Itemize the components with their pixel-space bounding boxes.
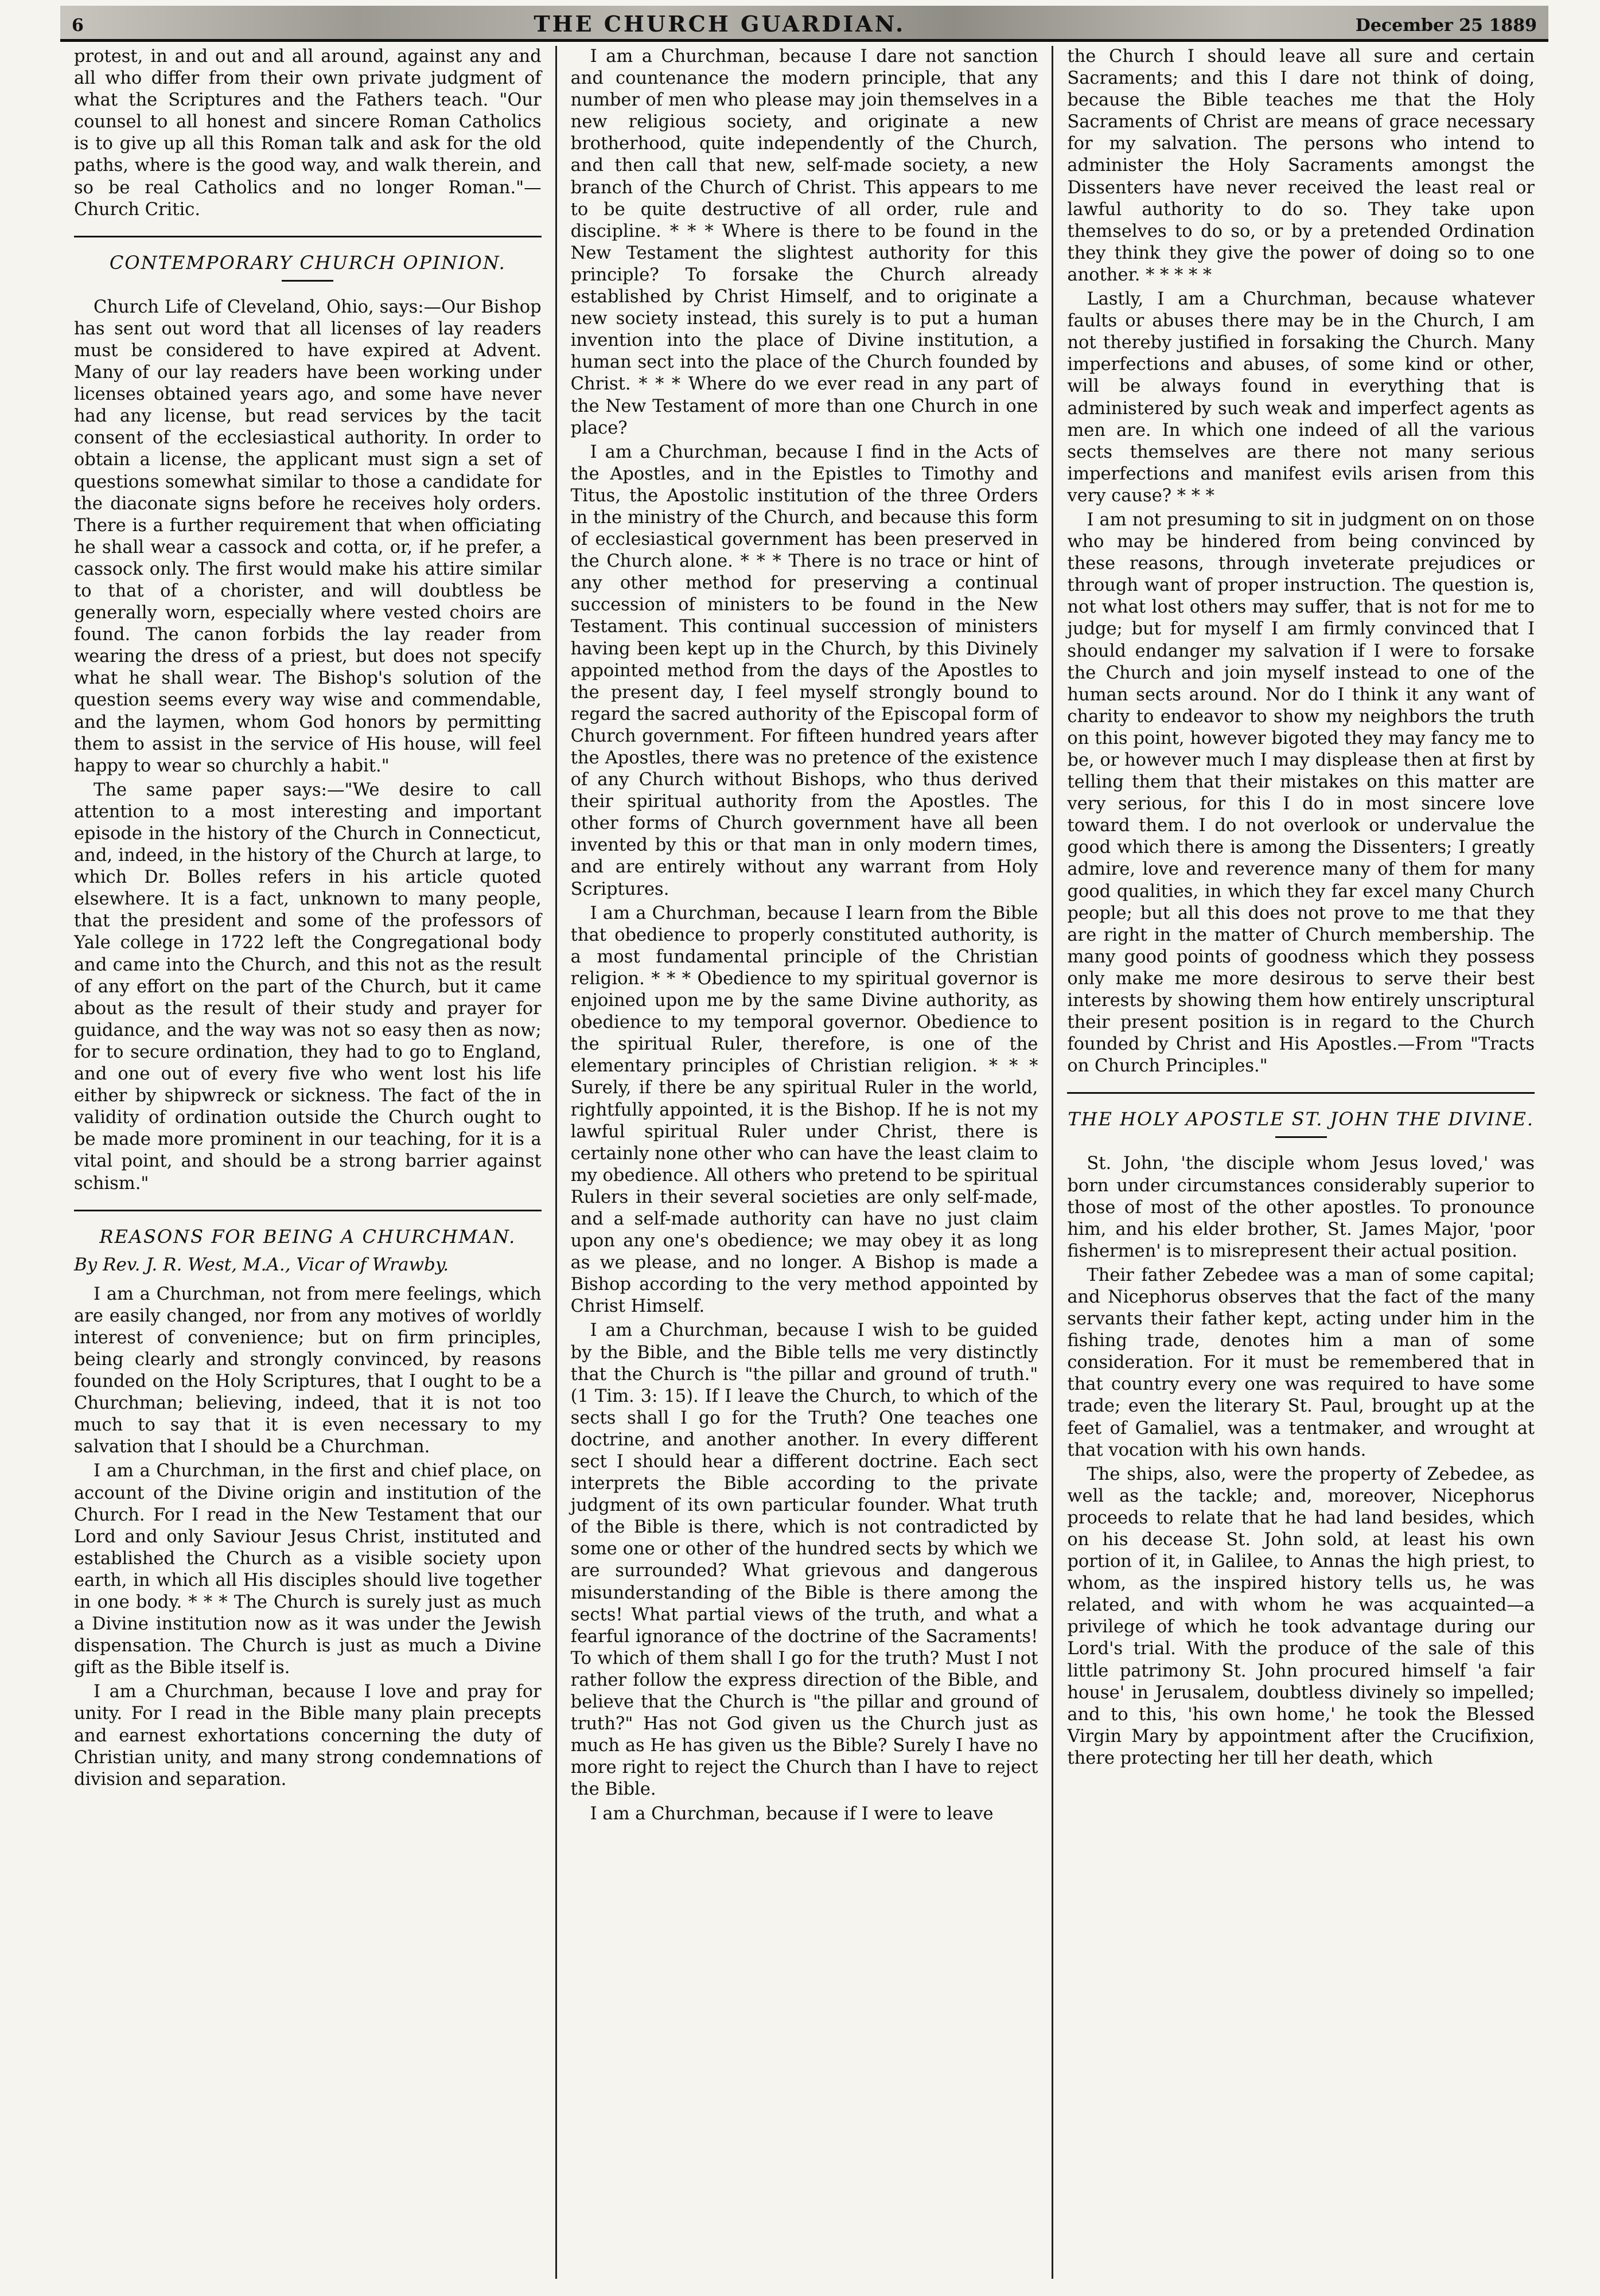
paragraph: I am a Churchman, in the first and chief place, on account of the Divine origin and institution of the Church. For I read in the New Testament that our Lord and only Saviour Jesus Christ, instituted and established the Church as a visible society upon earth, in which all His disciples should live together in one body. * * * The Church is surely just as much a Divine institution now as it was under the Jewish dispensation. The Church is just as much a Divine gift as the Bible itself is.	[74, 1461, 542, 1678]
paragraph: St. John, 'the disciple whom Jesus loved,' was born under circumstances considerably superior to those of most of the other apostles. To pronounce him, and his elder brother, St. James Major, 'poor fishermen' is to misrepresent their actual position.	[1067, 1153, 1535, 1261]
section-heading: REASONS FOR BEING A CHURCHMAN.	[99, 1225, 516, 1248]
page-number: 6	[72, 15, 84, 36]
column-1	[60, 46, 555, 2279]
issue-date: December 25 1889	[1355, 15, 1537, 36]
column-3	[1052, 46, 1548, 2279]
masthead-title: THE CHURCH GUARDIAN.	[534, 11, 906, 37]
paragraph: I am a Churchman, because I love and pray for unity. For I read in the Bible many plain precepts and earnest exhortations concerning the duty of Christian unity, and many strong condemnations of division and separation.	[74, 1682, 542, 1790]
divider	[74, 1210, 542, 1211]
paragraph: the Church I should leave all sure and certain Sacraments; and this I dare not think of doing, because the Bible teaches me that the Holy Sacraments of Christ are means of grace necessary for my salvation. The persons who intend to administer the Holy Sacraments amongst the Dissenters have never received the least real or lawful authority to do so. They take upon themselves to do so, or by a pretended Ordination they think they give the power of doing so to one another. * * * * *	[1067, 46, 1535, 285]
article-columns	[60, 46, 1548, 2279]
paragraph: I am a Churchman, because I learn from the Bible that obedience to properly constituted authority, is a most fundamental principle of the Christian religion. * * * Obedience to my spiritual governor is enjoined upon me by the same Divine authority, as obedience to my temporal governor. Obedience to the spiritual Ruler, therefore, is one of the elementary principles of Christian religion. * * * Surely, if there be any spiritual Ruler in the world, rightfully appointed, it is the Bishop. If he is not my lawful spiritual Ruler under Christ, there is certainly none other who can have the least claim to my obedience. All others who pretend to be spiritual Rulers in their several societies are only self-made, and a self-made authority can have no just claim upon any one's obedience; we may obey it as long as we please, and no longer. A Bishop is made a Bishop according to the very method appointed by Christ Himself.	[570, 903, 1038, 1317]
paragraph: I am a Churchman, not from mere feelings, which are easily changed, nor from any motives of worldly interest of convenience; but on firm principles, being clearly and strongly convinced, by reasons founded on the Holy Scriptures, that I ought to be a Churchman; believing, indeed, that it is not too much to say that it is even necessary to my salvation that I should be a Churchman.	[74, 1284, 542, 1457]
paragraph: Church Life of Cleveland, Ohio, says:—Our Bishop has sent out word that all licenses of lay readers must be considered to have expired at Advent. Many of our lay readers have been working under licenses obtained years ago, and some have never had any license, but read services by the tacit consent of the ecclesiastical authority. In order to obtain a license, the applicant must sign a set of questions somewhat similar to those a candidate for the diaconate signs before he receives holy orders. There is a further requirement that when officiating he shall wear a cassock and cotta, or, if he prefer, a cassock only. The first would make his attire similar to that of a chorister, and will doubtless be generally worn, especially where vested choirs are found. The canon forbids the lay reader from wearing the dress of a priest, but does not specify what he shall wear. The Bishop's solution of the question seems every way wise and commendable, and the laymen, whom God honors by permitting them to assist in the service of His house, will feel happy to wear so churchly a habit."	[74, 297, 542, 776]
paragraph: protest, in and out and all around, against any and all who differ from their own private judgment of what the Scriptures and the Fathers teach. "Our counsel to all honest and sincere Roman Catholics is to give up all this Roman talk and ask for the old paths, where is the good way, and walk therein, and so be real Catholics and no longer Roman."—Church Critic.	[74, 46, 542, 220]
divider	[74, 236, 542, 237]
paragraph: I am a Churchman, because if I were to leave	[590, 1803, 994, 1824]
paragraph: I am not presuming to sit in judgment on on those who may be hindered from being convinced by these reasons, through inveterate prejudices or through want of proper instruction. The question is, not what lost others may suffer, that is not for me to judge; but for myself I am firmly convinced that I should endanger my salvation if I were to forsake the Church and join myself instead to one of the human sects around. Nor do I think it any want of charity to endeavor to show my neighbors the truth on this point, however bigoted they may fancy me to be, or however much I may displease then at first by telling them that their mistakes on this matter are very serious, for this I do in most sincere love toward them. I do not overlook or undervalue the good which there is among the Dissenters; I greatly admire, love and reverence many of them for many good qualities, in which they far excel many Church people; but all this does not prove to me that they are right in the matter of Church membership. The many good points of goodness which they possess only make me more desirous to serve their best interests by showing them how entirely unscriptural their present position is in regard to the Church founded by Christ and His Apostles.—From "Tracts on Church Principles."	[1067, 509, 1535, 1077]
paragraph: The ships, also, were the property of Zebedee, as well as the tackle; and, moreover, Nicephorus proceeds to relate that he had land besides, which on his decease St. John sold, at least his own portion of it, in Galilee, to Annas the high priest, to whom, as the inspired history tells us, he was related, and with whom he was acquainted—a privilege of which he took advantage during our Lord's trial. With the produce of the sale of this little patrimony St. John procured himself 'a fair house' in Jerusalem, doubtless divinely so impelled; and to this, 'his own home,' he took the Blessed Virgin Mary by appointment after the Crucifixion, there protecting her till her death, which	[1067, 1464, 1535, 1768]
section-heading: THE HOLY APOSTLE ST. JOHN THE DIVINE.	[1068, 1108, 1535, 1131]
divider	[1275, 1136, 1327, 1138]
paragraph: The same paper says:—"We desire to call attention to a most interesting and important episode in the history of the Church in Connecticut, and, indeed, in the history of the Church at large, to which Dr. Bolles refers in his article quoted elsewhere. It is a fact, unknown to many people, that the president and some of the professors of Yale college in 1722 left the Congregational body and came into the Church, and this not as the result of any effort on the part of the Church, but it came about as the result of their study and prayer for guidance, and the way was not so easy then as now; for to secure ordination, they had to go to England, and one out of every five who went lost his life either by shipwreck or sickness. The fact of the in validity of ordination outside the Church ought to be made more prominent in our teaching, for it is a vital point, and should be a strong barrier against schism."	[74, 779, 542, 1194]
paragraph: I am a Churchman, because I dare not sanction and countenance the modern principle, that any number of men who please may join themselves in a new religious society, and originate a new brotherhood, quite independently of the Church, and then call that new, self-made society, a new branch of the Church of Christ. This appears to me to be quite destructive of all order, rule and discipline. * * * Where is there to be found in the New Testament the slightest authority for this principle? To forsake the Church already established by Christ Himself, and to originate a new society instead, this surely is to put a human invention into the place of Divine institution, a human sect into the place of the Church founded by Christ. * * * Where do we ever read in any part of the New Testament of more than one Church in one place?	[570, 46, 1038, 438]
paragraph: Lastly, I am a Churchman, because whatever faults or abuses there may be in the Church, I am not thereby justified in forsaking the Church. Many imperfections and abuses, of some kind or other, will be always found in everything that is administered by such weak and imperfect agents as men are. In which one indeed of all the various sects themselves are there not many serious imperfections and manifest evils arisen from this very cause? * * *	[1067, 289, 1535, 506]
paragraph: I am a Churchman, because I find in the Acts of the Apostles, and in the Epistles to Timothy and Titus, the Apostolic institution of the three Orders in the ministry of the Church, and because this form of ecclesiastical government has been preserved in the Church alone. * * * There is no trace or hint of any other method for preserving a continual succession of ministers to be found in the New Testament. This continual succession of ministers having been kept up in the Church, by this Divinely appointed method from the days of the Apostles to the present day, I feel myself strongly bound to regard the sacred authority of the Episcopal form of Church government. For fifteen hundred years after the Apostles, there was no pretence of the existence of any Church without Bishops, who thus derived their spiritual authority from the Apostles. The other forms of Church government have all been invented by this or that man in only modern times, and are entirely without any warrant from Holy Scriptures.	[570, 442, 1038, 899]
divider	[1067, 1092, 1535, 1094]
column-2	[555, 46, 1052, 2279]
divider	[282, 280, 333, 282]
paragraph: I am a Churchman, because I wish to be guided by the Bible, and the Bible tells me very distinctly that the Church is "the pillar and ground of truth." (1 Tim. 3: 15). If I leave the Church, to which of the sects shall I go for the Truth? One teaches one doctrine, and another another. In every different sect I should hear a different doctrine. Each sect interprets the Bible according to the private judgment of its own particular founder. What truth of the Bible is there, which is not contradicted by some one or other of the hundred sects by which we are surrounded? What grievous and dangerous misunderstanding of the Bible is there among the sects! What partial views of the truth, and what a fearful ignorance of the doctrine of the Sacraments! To which of them shall I go for the truth? Must I not rather follow the express direction of the Bible, and believe that the Church is "the pillar and ground of truth?" Has not God given us the Church just as much as He has given us the Bible? Surely I have no more right to reject the Church than I have to reject the Bible.	[570, 1320, 1038, 1800]
paragraph: Their father Zebedee was a man of some capital; and Nicephorus observes that the fact of the many servants their father kept, acting under him in the fishing trade, denotes him a man of some consideration. For it must be remembered that in that country every one was required to have some trade; even the literary St. Paul, brought up at the feet of Gamaliel, was a tentmaker, and wrought at that vocation with his own hands.	[1067, 1265, 1535, 1460]
section-heading: CONTEMPORARY CHURCH OPINION.	[109, 251, 506, 274]
masthead	[60, 6, 1548, 42]
byline: By Rev. J. R. West, M.A., Vicar of Wrawby.	[74, 1254, 449, 1275]
